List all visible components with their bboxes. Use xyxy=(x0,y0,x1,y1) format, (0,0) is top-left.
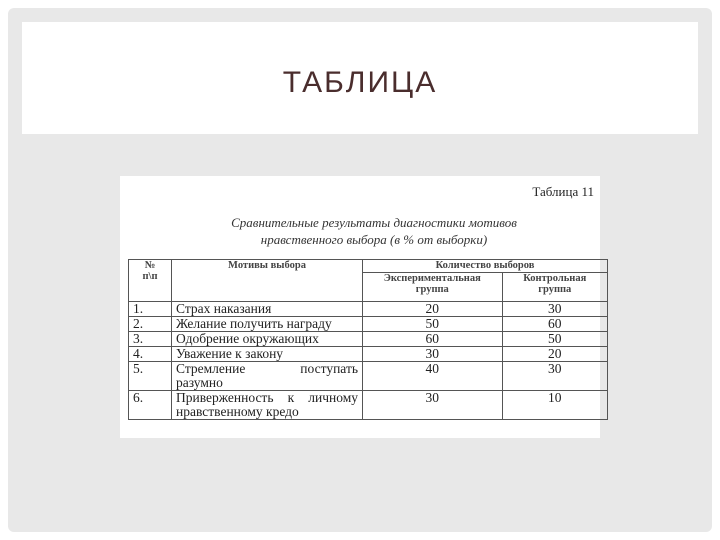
header-experimental: Экспериментальная группа xyxy=(363,273,503,302)
header-count: Количество выборов xyxy=(363,260,608,273)
table-number: Таблица 11 xyxy=(532,184,594,199)
table-caption xyxy=(214,214,534,248)
row-motive xyxy=(172,362,363,391)
header-motives: Мотивы выбора xyxy=(172,260,363,302)
row-control: 60 xyxy=(502,317,607,332)
title-box xyxy=(22,22,698,134)
row-num: 2. xyxy=(129,317,172,332)
row-motive: Уважение к закону xyxy=(172,347,363,362)
row-control: 50 xyxy=(502,332,607,347)
header-control: Контрольная группа xyxy=(502,273,607,302)
row-motive: Страх наказания xyxy=(172,302,363,317)
table-row xyxy=(129,391,608,420)
table-row xyxy=(129,302,608,317)
row-motive-line-1: Приверженность к личному xyxy=(176,390,358,405)
row-motive: Одобрение окружающих xyxy=(172,332,363,347)
row-experimental: 30 xyxy=(363,391,503,420)
row-num: 4. xyxy=(129,347,172,362)
row-experimental: 30 xyxy=(363,347,503,362)
document-scan xyxy=(120,176,600,438)
row-experimental: 60 xyxy=(363,332,503,347)
caption-line-1: Сравнительные результаты диагностики мотивов xyxy=(231,215,517,230)
row-control: 20 xyxy=(502,347,607,362)
row-motive: Желание получить награду xyxy=(172,317,363,332)
row-motive-line-1: Стремление поступать xyxy=(176,361,358,376)
header-row-1 xyxy=(129,260,608,273)
row-num: 5. xyxy=(129,362,172,391)
row-num: 3. xyxy=(129,332,172,347)
table-row xyxy=(129,347,608,362)
table-row xyxy=(129,362,608,391)
row-motive-line-2: нравственному кредо xyxy=(176,404,299,419)
row-motive-line-2: разумно xyxy=(176,375,223,390)
header-num-line-1: № xyxy=(144,260,156,271)
row-control: 30 xyxy=(502,302,607,317)
row-num: 6. xyxy=(129,391,172,420)
header-num xyxy=(129,260,172,302)
table-row xyxy=(129,332,608,347)
table-row xyxy=(129,317,608,332)
row-control: 10 xyxy=(502,391,607,420)
row-control: 30 xyxy=(502,362,607,391)
row-num: 1. xyxy=(129,302,172,317)
caption-line-2: нравственного выбора (в % от выборки) xyxy=(260,232,488,247)
results-table xyxy=(128,259,608,420)
row-experimental: 40 xyxy=(363,362,503,391)
header-num-line-2: п\п xyxy=(142,271,158,282)
slide xyxy=(8,8,712,532)
row-motive xyxy=(172,391,363,420)
row-experimental: 50 xyxy=(363,317,503,332)
row-experimental: 20 xyxy=(363,302,503,317)
slide-title: ТАБЛИЦА xyxy=(282,66,438,99)
